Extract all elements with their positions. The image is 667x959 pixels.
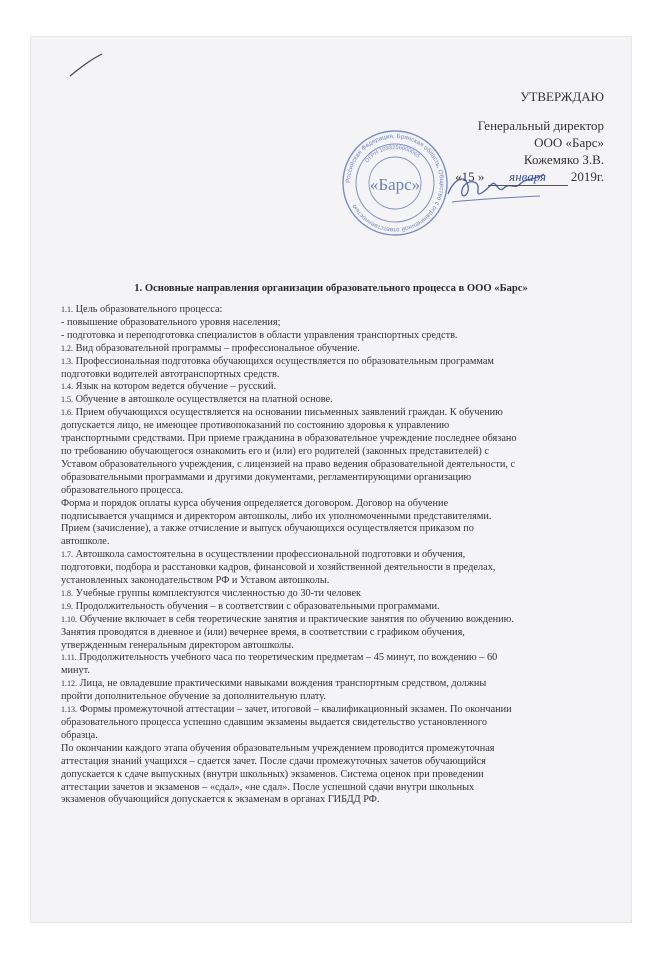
clause-text: образца. <box>61 729 98 741</box>
body-line <box>61 627 616 640</box>
clause-number: 1.11. <box>61 653 77 663</box>
clause-text: утвержденным генеральным директором автошколы. <box>61 639 294 651</box>
body-line <box>61 652 616 665</box>
clause-text: Обучение включает в себя теоретические занятия и практические занятия по обучению вождению. <box>77 613 514 625</box>
body-line <box>61 459 616 472</box>
clause-text: по требованию обучающегося ознакомить его и (или) его родителей (законных представителей) с <box>61 445 489 457</box>
clause-text: подготовки водителей автотранспортных средств. <box>61 368 280 380</box>
clause-text: Автошкола самостоятельна в осуществлении профессиональной подготовки и обучения, <box>73 549 466 561</box>
clause-text: образовательного процесса. <box>61 484 184 496</box>
body-line <box>61 356 616 369</box>
clause-text: Прием (зачисление), а также отчисление и выпуск обучающихся осуществляется приказом по <box>61 523 474 535</box>
company-seal <box>340 128 450 238</box>
director-signature <box>440 160 550 220</box>
approval-date-month: января <box>488 168 568 186</box>
clause-text: Профессиональная подготовка обучающихся осуществляется по образовательным программам <box>73 355 494 367</box>
body-line <box>61 614 616 627</box>
body-line <box>61 498 616 511</box>
body-line <box>61 575 616 588</box>
clause-text: Продолжительность обучения – в соответствии с образовательными программами. <box>73 600 440 612</box>
body-line <box>61 472 616 485</box>
body-line <box>61 782 616 795</box>
clause-text: подписывается учащимся и директором автошколы, либо их уполномоченными представителями. <box>61 510 492 522</box>
clause-text: автошколе. <box>61 536 110 548</box>
clause-text: Уставом образовательного учреждения, с лицензией на право ведения образовательной деятельности, с <box>61 458 516 470</box>
clause-number: 1.13. <box>61 705 77 715</box>
clause-text: Цель образовательного процесса: <box>73 304 223 315</box>
clause-text: Продолжительность учебного часа по теоретическим предметам – 45 минут, по вождению – 60 <box>76 652 498 664</box>
clause-number: 1.8. <box>61 588 73 598</box>
clause-text: установленных законодательством РФ и Уставом автошколы. <box>61 575 330 587</box>
body-line <box>61 536 616 549</box>
approval-date-day: «15 » <box>455 169 485 184</box>
body-line <box>61 317 616 330</box>
body-line <box>61 678 616 691</box>
approval-name: Кожемяко З.В. <box>523 152 604 167</box>
document-title: 1. Основные направления организации образовательного процесса в ООО «Барс» <box>134 283 528 294</box>
clause-text: минут. <box>61 665 90 677</box>
body-line <box>61 601 616 614</box>
clause-text: пройти дополнительное обучение за дополнительную плату. <box>61 691 326 703</box>
clause-text: экзаменов обучающийся допускается к экзаменам в органах ГИБДД РФ. <box>61 794 380 806</box>
clause-text: Лица, не овладевшие практическими навыками вождения транспортным средством, должны <box>77 678 487 690</box>
body-line <box>61 665 616 678</box>
seal-ring-inner-text: ОГРН 1093256000065 <box>364 144 421 165</box>
clause-text: аттестации зачетов и экзаменов – «сдал», «не сдал». После успешной сдачи внутри школьных <box>61 781 475 793</box>
clause-number: 1.9. <box>61 601 73 611</box>
clause-text: Обучение в автошколе осуществляется на платной основе. <box>73 394 333 406</box>
body-line <box>61 769 616 782</box>
body-line <box>61 523 616 536</box>
body-line <box>61 485 616 498</box>
seal-center-text: «Барс» <box>369 175 421 194</box>
body-line <box>61 640 616 653</box>
pen-stroke-mark <box>68 52 104 78</box>
body-line <box>61 381 616 394</box>
clause-text: Вид образовательной программы – профессиональное обучение. <box>73 342 360 354</box>
clause-text: - подготовка и переподготовка специалистов в области управления транспортных средств. <box>61 329 458 341</box>
body-line <box>61 407 616 420</box>
body-line <box>61 704 616 717</box>
clause-number: 1.12. <box>61 679 77 689</box>
clause-text: допускается лицо, не имеющее противопоказаний по состоянию здоровья к управлению <box>61 420 450 432</box>
approval-position: Генеральный директор <box>477 118 604 133</box>
clause-text: - повышение образовательного уровня населения; <box>61 316 281 328</box>
clause-text: Занятия проводятся в дневное и (или) вечернее время, в соответствии с графиком обучения, <box>61 626 465 638</box>
clause-number: 1.1. <box>61 305 73 314</box>
body-line <box>61 691 616 704</box>
clause-number: 1.6. <box>61 408 73 418</box>
document-page <box>30 36 632 923</box>
body-line <box>61 420 616 433</box>
clause-text: транспортными средствами. При приеме гражданина в образовательное учреждение последнее обязано <box>61 433 517 445</box>
body-line <box>61 717 616 730</box>
clause-text: Язык на котором ведется обучение – русский. <box>73 381 277 393</box>
approval-company: ООО «Барс» <box>534 135 604 150</box>
body-line <box>61 756 616 769</box>
clause-text: Форма и порядок оплаты курса обучения определяется договором. Договор на обучение <box>61 497 449 509</box>
body-line <box>61 433 616 446</box>
body-line <box>61 369 616 382</box>
body-line <box>61 794 616 807</box>
approval-heading: УТВЕРЖДАЮ <box>520 89 604 104</box>
body-line <box>61 562 616 575</box>
body-line <box>61 330 616 343</box>
clause-text: По окончании каждого этапа обучения образовательным учреждением проводится промежуточная <box>61 742 495 754</box>
body-line <box>61 511 616 524</box>
clause-number: 1.5. <box>61 395 73 405</box>
clause-text: образовательного процесса успешно сдавшим экзамены выдается свидетельство установленного <box>61 717 488 728</box>
approval-date-year: 2019г. <box>570 169 604 184</box>
clause-number: 1.4. <box>61 382 73 392</box>
clause-text: аттестация знаний учащихся – сдается зачет. После сдачи промежуточных зачетов обучающийся <box>61 755 486 767</box>
clause-number: 1.2. <box>61 343 73 353</box>
body-line <box>61 394 616 407</box>
clause-text: Учебные группы комплектуются численностью до 30-ти человек <box>73 587 362 599</box>
clause-text: образовательными программами и другими документами, регламентирующими организацию <box>61 471 472 483</box>
clause-text: подготовки, подбора и расстановки кадров, финансовой и хозяйственной деятельности в пределах, <box>61 562 496 574</box>
body-line <box>61 343 616 356</box>
clause-text: Прием обучающихся осуществляется на основании письменных заявлений граждан. К обучению <box>73 407 503 419</box>
clause-number: 1.3. <box>61 356 73 366</box>
body-line <box>61 446 616 459</box>
seal-ring-outer-text: Российская Федерация, Брянская область, Общество с ограниченной ответственностью <box>344 132 446 234</box>
body-line <box>61 730 616 743</box>
document-body <box>61 304 616 807</box>
clause-text: допускается к сдаче выпускных (внутри школьных) экзаменов. Система оценок при проведении <box>61 768 484 780</box>
body-line <box>61 743 616 756</box>
clause-number: 1.10. <box>61 614 77 624</box>
body-line <box>61 588 616 601</box>
clause-text: Формы промежуточной аттестации – зачет, итоговой – квалификационный экзамен. По окончании <box>77 704 512 716</box>
body-line <box>61 304 616 317</box>
clause-number: 1.7. <box>61 550 73 560</box>
body-line <box>61 549 616 562</box>
